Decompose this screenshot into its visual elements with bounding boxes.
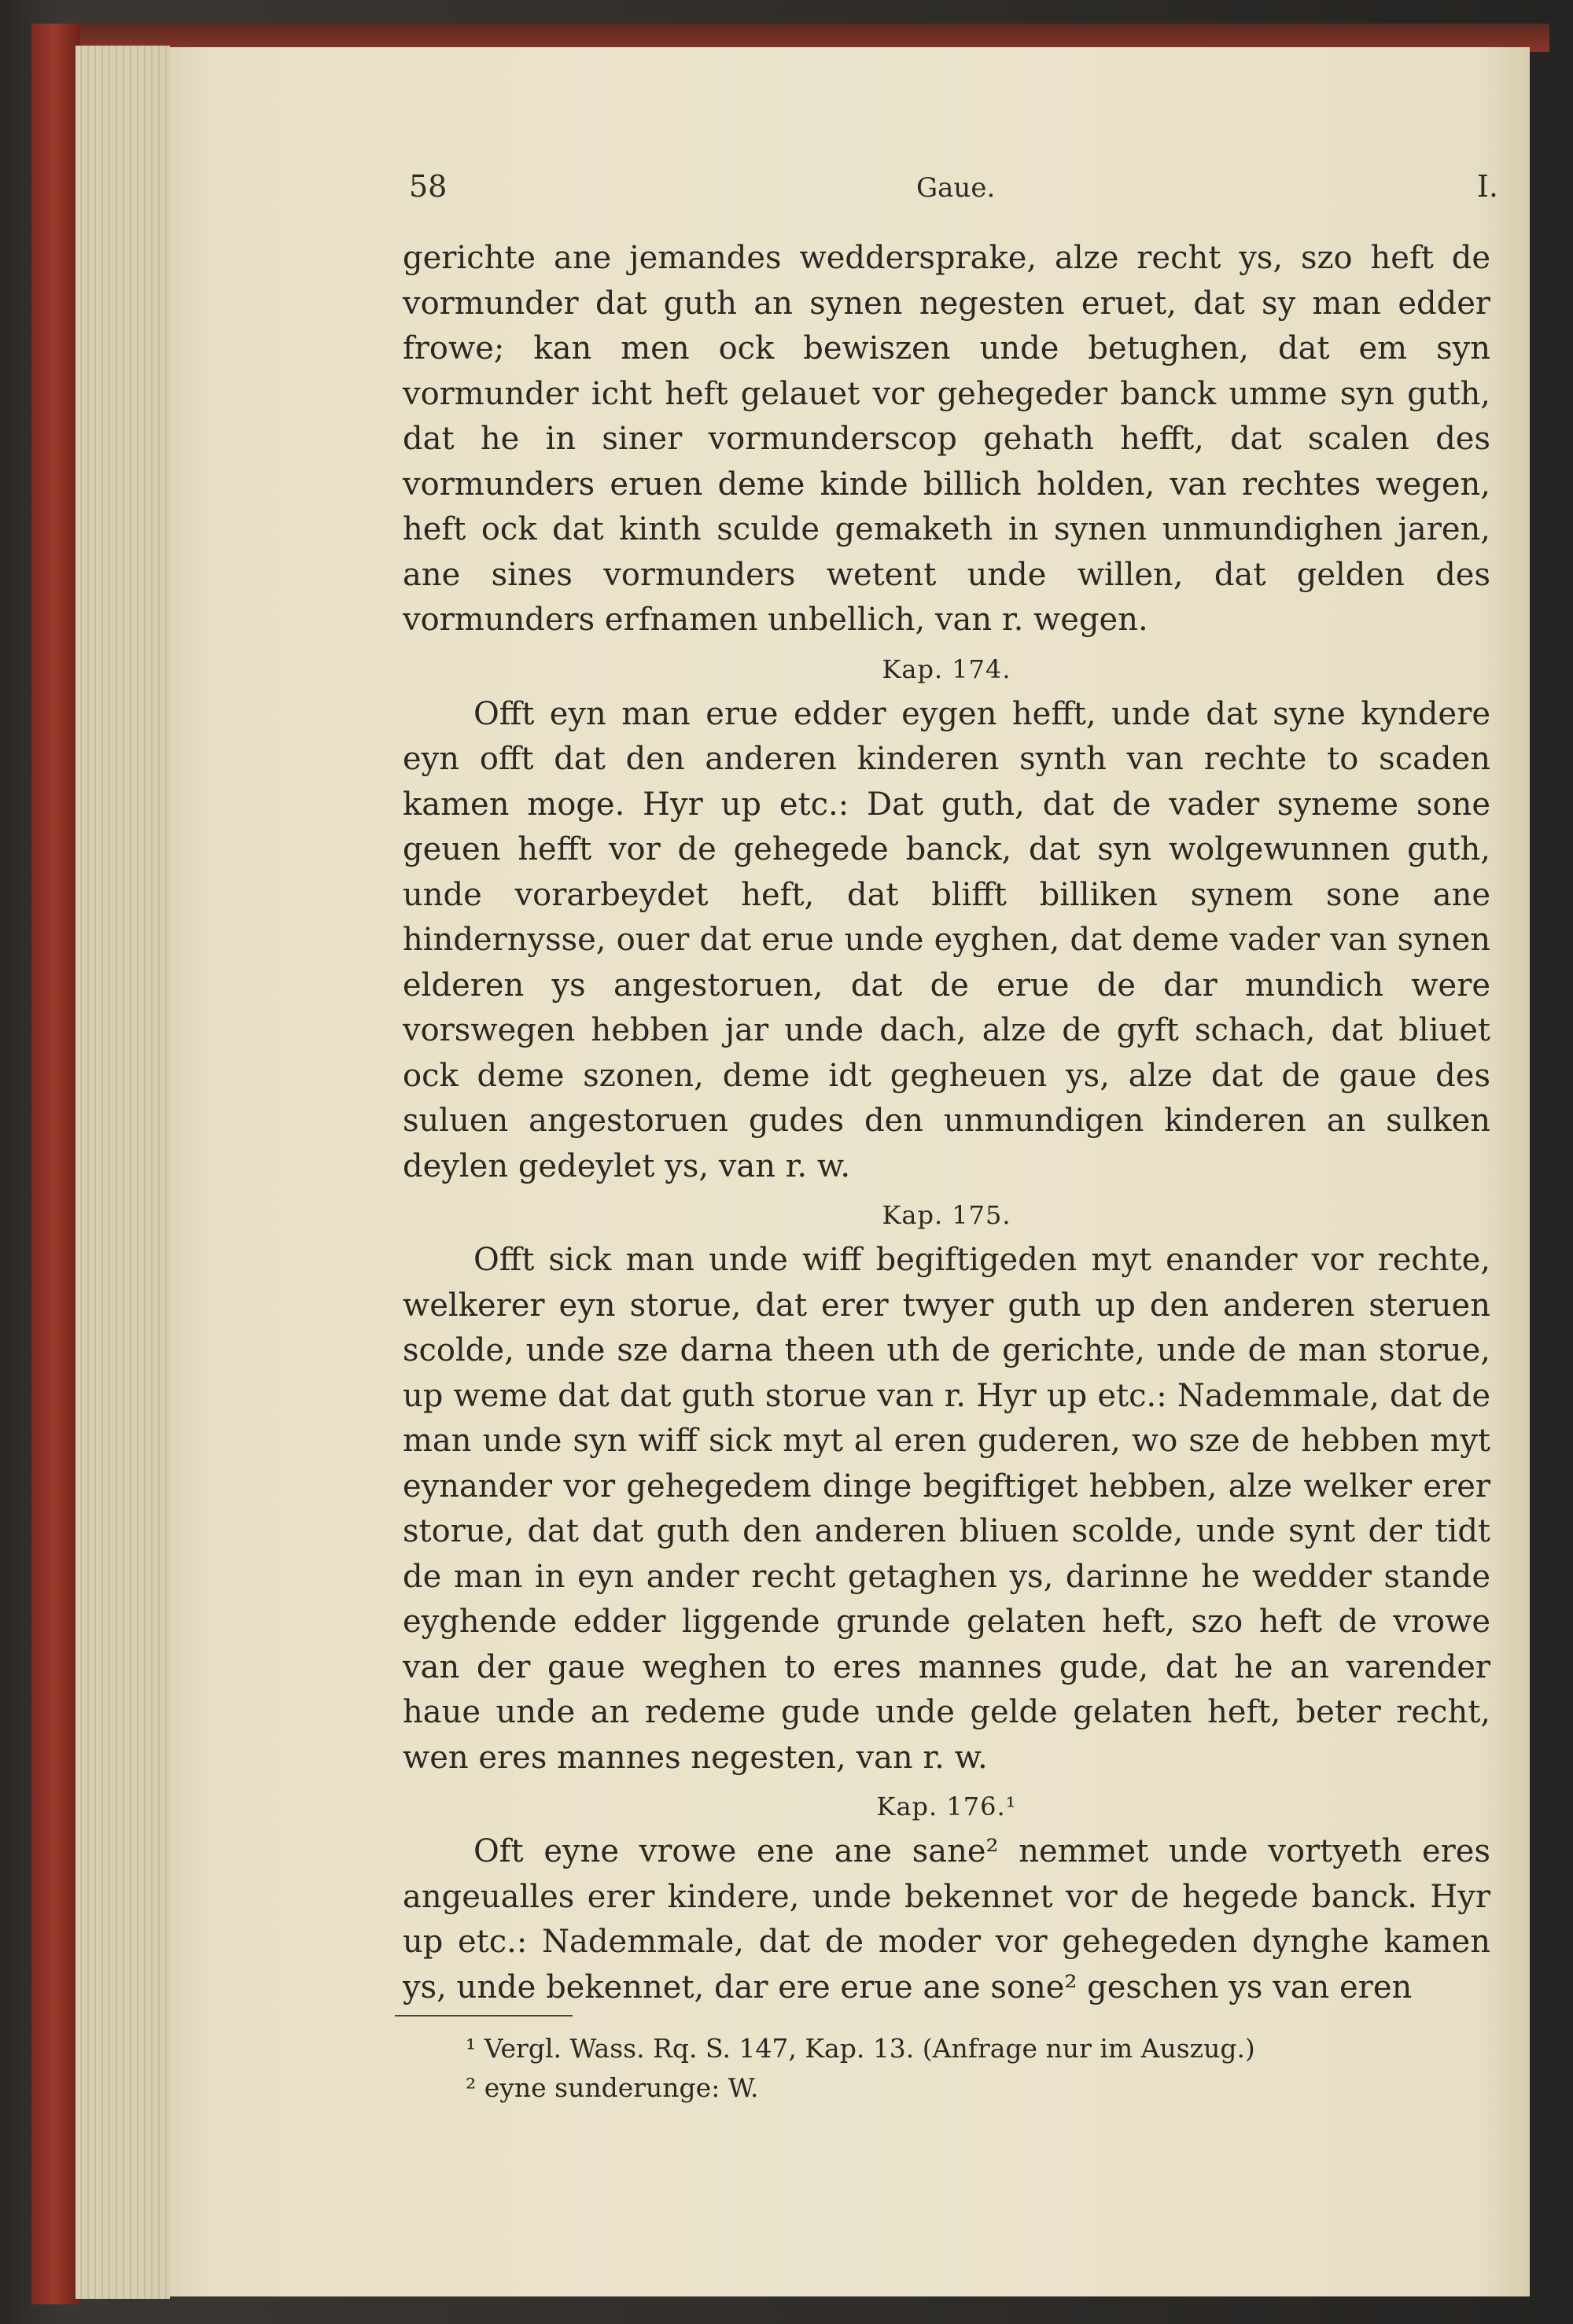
body-text <box>403 236 1490 2010</box>
paragraph-kap-174: Offt eyn man erue edder eygen hefft, unde dat syne kyndere eyn offt dat den anderen kinderen synth van rechte to scaden kamen moge. Hyr up etc.: Dat guth, dat de vader syneme sone geuen hefft vor de gehegede banck, dat syn wolgewunnen guth, unde vorarbeydet heft, dat blifft billiken synem sone ane hindernysse, ouer dat erue unde eyghen, dat deme vader van synen elderen ys angestoruen, dat de erue de dar mundich were vorswegen hebben jar unde dach, alze de gyft schach, dat bliuet ock deme szonen, deme idt gegheuen ys, alze dat de gaue des suluen angestoruen gudes den unmundigen kinderen an sulken deylen gedeylet ys, van r. w. <box>403 695 1490 1184</box>
chapter-heading-176: Kap. 176.¹ <box>876 1792 1017 1821</box>
paragraph-kap-176: Oft eyne vrowe ene ane sane² nemmet unde vortyeth eres angeualles erer kindere, unde bekennet vor de hegede banck. Hyr up etc.: Nademmale, dat de moder vor gehegeden dynghe kamen ys, unde bekennet, dar ere erue ane sone² geschen ys van eren <box>403 1833 1490 2005</box>
footnotes <box>395 2015 1490 2108</box>
footnote-rule <box>395 2015 573 2016</box>
paragraph-continuation: gerichte ane jemandes weddersprake, alze recht ys, szo heft de vormunder dat guth an synen negesten eruet, dat sy man edder frowe; kan men ock bewiszen unde betughen, dat em syn vormunder icht heft gelauet vor gehegeder banck umme syn guth, dat he in siner vormunderscop gehath hefft, dat scalen des vormunders eruen deme kinde billich holden, van rechtes wegen, heft ock dat kinth sculde gemaketh in synen unmundighen jaren, ane sines vormunders wetent unde willen, dat gelden des vormunders erfnamen unbellich, van r. wegen. <box>403 240 1490 638</box>
footnote-2: ² eyne sunderunge: W. <box>466 2072 759 2103</box>
chapter-heading-174: Kap. 174. <box>882 654 1011 684</box>
footnote-1: ¹ Vergl. Wass. Rq. S. 147, Kap. 13. (Anfrage nur im Auszug.) <box>466 2033 1255 2064</box>
chapter-heading-175: Kap. 175. <box>882 1200 1011 1230</box>
part-number: I. <box>1476 169 1498 204</box>
running-title: Gaue. <box>916 172 996 204</box>
running-header <box>409 169 1498 216</box>
page-stack-edges <box>76 46 170 2299</box>
page-number: 58 <box>409 169 448 204</box>
cover-edge-left <box>31 24 80 2304</box>
paragraph-kap-175: Offt sick man unde wiff begiftigeden myt enander vor rechte, welkerer eyn storue, dat erer twyer guth up den anderen steruen scolde, unde sze darna theen uth de gerichte, unde de man storue, up weme dat dat guth storue van r. Hyr up etc.: Nademmale, dat de man unde syn wiff sick myt al eren guderen, wo sze de hebben myt eynander vor gehegedem dinge begiftiget hebben, alze welker erer storue, dat dat guth den anderen bliuen scolde, unde synt der tidt de man in eyn ander recht getaghen ys, darinne he wedder stande eyghende edder liggende grunde gelaten heft, szo heft de vrowe van der gaue weghen to eres mannes gude, dat he an varender haue unde an redeme gude unde gelde gelaten heft, beter recht, wen eres mannes negesten, van r. w. <box>403 1242 1490 1776</box>
